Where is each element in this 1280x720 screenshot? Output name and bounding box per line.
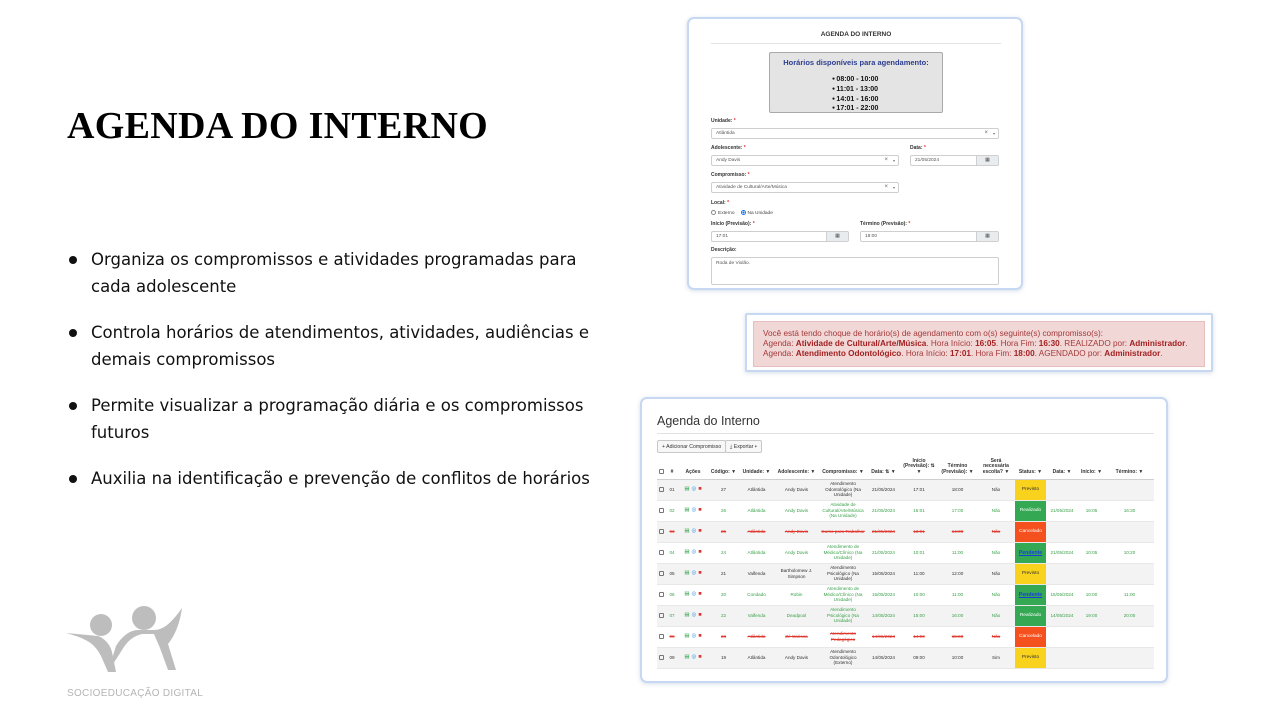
- cell-codigo: 27: [708, 479, 739, 500]
- cell-n: 08: [666, 626, 678, 647]
- adolescente-label: Adolescente: *: [711, 145, 746, 151]
- descricao-textarea[interactable]: Roda de Violão.: [711, 257, 999, 285]
- termino-input[interactable]: 18:00 ▦: [860, 231, 999, 242]
- document-icon[interactable]: ▤: [684, 654, 690, 661]
- row-actions: [678, 542, 708, 563]
- cell-escolta: Não: [977, 584, 1015, 605]
- calendar-icon[interactable]: ▦: [976, 156, 998, 165]
- column-header[interactable]: Compromisso: ▼: [819, 457, 867, 479]
- cell-compromisso: Atendimento de Médico/Clínico (Na Unidade): [819, 542, 867, 563]
- cell-adolescente: Andy Davis: [774, 521, 819, 542]
- cell-codigo: 26: [708, 500, 739, 521]
- column-header[interactable]: Status: ▼: [1015, 457, 1046, 479]
- cell-unidade: Atlântida: [739, 500, 774, 521]
- document-icon[interactable]: ▤: [684, 633, 690, 640]
- status-badge: Previsto: [1015, 564, 1046, 584]
- cell-termino: 18:00: [938, 479, 977, 500]
- cell-data: 15/05/2024: [867, 584, 900, 605]
- trash-icon[interactable]: ■: [698, 486, 702, 493]
- cell-termino: 12:00: [938, 563, 977, 584]
- row-actions: [678, 584, 708, 605]
- cell-real-inicio: 10:00: [1078, 584, 1105, 605]
- cell-codigo: 21: [708, 563, 739, 584]
- local-radio-group: [711, 210, 773, 216]
- add-compromisso-button[interactable]: + Adicionar Compromisso: [657, 440, 726, 453]
- check-circle-icon[interactable]: ◎: [691, 528, 697, 535]
- cell-real-termino: [1105, 479, 1154, 500]
- check-circle-icon[interactable]: ◎: [691, 612, 697, 619]
- check-circle-icon[interactable]: ◎: [691, 633, 697, 640]
- trash-icon[interactable]: ■: [698, 507, 702, 514]
- trash-icon[interactable]: ■: [698, 570, 702, 577]
- termino-label: Término (Previsão): *: [860, 221, 911, 227]
- data-input[interactable]: 21/05/2024 ▦: [910, 155, 999, 166]
- cell-data: 21/05/2024: [867, 521, 900, 542]
- status-cell: [1015, 500, 1046, 521]
- row-actions: [678, 521, 708, 542]
- status-badge[interactable]: Pendente: [1015, 585, 1046, 605]
- cell-unidade: Valfenda: [739, 605, 774, 626]
- column-header[interactable]: Ações: [678, 457, 708, 479]
- cell-compromisso: Atendimento Psicológico (Na Unidade): [819, 563, 867, 584]
- cell-adolescente: Deadpool: [774, 605, 819, 626]
- cell-inicio: 17:01: [900, 479, 938, 500]
- feature-item: Auxilia na identificação e prevenção de conflitos de horários: [67, 465, 597, 492]
- cell-real-inicio: [1078, 521, 1105, 542]
- cell-real-termino: [1105, 647, 1154, 668]
- cell-escolta: Não: [977, 605, 1015, 626]
- cell-real-inicio: 19:00: [1078, 605, 1105, 626]
- cell-compromisso: Atendimento de Médico/Clínico (Na Unidade): [819, 584, 867, 605]
- agenda-table: [657, 457, 1154, 669]
- check-circle-icon[interactable]: ◎: [691, 570, 697, 577]
- row-checkbox[interactable]: [657, 521, 666, 542]
- check-circle-icon[interactable]: ◎: [691, 591, 697, 598]
- descricao-label: Descrição:: [711, 247, 737, 253]
- document-icon[interactable]: ▤: [684, 612, 690, 619]
- slot-item: ● 08:00 - 10:00: [832, 75, 942, 85]
- status-cell: [1015, 563, 1046, 584]
- column-header[interactable]: Será necessária escolta? ▼: [977, 457, 1015, 479]
- cell-data: 14/05/2024: [867, 647, 900, 668]
- cell-termino: 17:00: [938, 500, 977, 521]
- cell-termino: 16:00: [938, 605, 977, 626]
- status-badge[interactable]: Pendente: [1015, 543, 1046, 563]
- document-icon[interactable]: ▤: [684, 528, 690, 535]
- chevron-down-icon: ▾: [992, 131, 995, 136]
- feature-list: [67, 246, 597, 511]
- cell-escolta: Não: [977, 479, 1015, 500]
- cell-real-data: [1046, 647, 1078, 668]
- slide-title: AGENDA DO INTERNO: [67, 105, 489, 147]
- slot-list: [832, 75, 942, 114]
- row-actions: [678, 479, 708, 500]
- cell-compromisso: Atendimento Odontológico (Na Unidade): [819, 479, 867, 500]
- status-badge: Previsto: [1015, 648, 1046, 668]
- slot-item: ● 17:01 - 22:00: [832, 104, 942, 114]
- column-header[interactable]: Unidade: ▼: [739, 457, 774, 479]
- cell-inicio: 11:00: [900, 563, 938, 584]
- table-title: Agenda do Interno: [657, 414, 760, 428]
- cell-unidade: Atlântida: [739, 647, 774, 668]
- status-cell: [1015, 521, 1046, 542]
- cell-real-data: 14/05/2024: [1046, 605, 1078, 626]
- row-actions: [678, 647, 708, 668]
- cell-real-inicio: [1078, 647, 1105, 668]
- cell-inicio: 10:01: [900, 542, 938, 563]
- row-checkbox[interactable]: [657, 479, 666, 500]
- cell-n: 02: [666, 500, 678, 521]
- cell-termino: 10:00: [938, 647, 977, 668]
- clear-icon[interactable]: ×: [884, 184, 888, 190]
- cell-n: 03: [666, 521, 678, 542]
- table-row[interactable]: [657, 563, 1154, 584]
- cell-adolescente: Andy Davis: [774, 647, 819, 668]
- cell-n: 04: [666, 542, 678, 563]
- status-badge: Cancelado: [1015, 627, 1046, 647]
- alert-line-3: Agenda: Atendimento Odontológico. Hora Início: 17:01. Hora Fim: 18:00. AGENDADO por: Administrador.: [763, 349, 1163, 358]
- table-row[interactable]: [657, 500, 1154, 521]
- table-row[interactable]: [657, 542, 1154, 563]
- available-slots-box: [769, 52, 943, 113]
- cell-codigo: 19: [708, 647, 739, 668]
- table-row[interactable]: [657, 626, 1154, 647]
- status-badge: Cancelado: [1015, 522, 1046, 542]
- inicio-input[interactable]: 17:01 ▦: [711, 231, 849, 242]
- row-checkbox[interactable]: [657, 500, 666, 521]
- inicio-label: Início (Previsão): *: [711, 221, 755, 227]
- status-cell: [1015, 584, 1046, 605]
- cell-termino: 11:00: [938, 542, 977, 563]
- schedule-conflict-alert: [753, 321, 1205, 367]
- cell-compromisso: Curso para Trabalhar: [819, 521, 867, 542]
- socioeducacao-logo-icon: [64, 600, 186, 680]
- cell-escolta: Não: [977, 521, 1015, 542]
- form-header: AGENDA DO INTERNO: [711, 31, 1001, 44]
- document-icon[interactable]: ▤: [684, 507, 690, 514]
- cell-codigo: 25: [708, 521, 739, 542]
- adolescente-select[interactable]: Andy Davis × ▾: [711, 155, 899, 166]
- alert-line-2: Agenda: Atividade de Cultural/Arte/Música. Hora Início: 16:05. Hora Fim: 16:30. REALIZADO por: Administrador.: [763, 339, 1188, 348]
- cell-escolta: Não: [977, 563, 1015, 584]
- cell-termino: 15:00: [938, 626, 977, 647]
- trash-icon[interactable]: ■: [698, 528, 702, 535]
- cell-n: 01: [666, 479, 678, 500]
- document-icon[interactable]: ▤: [684, 486, 690, 493]
- status-cell: [1015, 626, 1046, 647]
- cell-data: 15/05/2024: [867, 563, 900, 584]
- clear-icon[interactable]: ×: [884, 157, 888, 163]
- status-cell: [1015, 605, 1046, 626]
- alert-line-1: Você está tendo choque de horário(s) de agendamento com o(s) seguinte(s) compromisso(s):: [763, 329, 1103, 338]
- clear-icon[interactable]: ×: [984, 130, 988, 136]
- cell-inicio: 09:00: [900, 647, 938, 668]
- document-icon[interactable]: ▤: [684, 570, 690, 577]
- slots-title: Horários disponíveis para agendamento:: [783, 58, 929, 67]
- cell-adolescente: Andy Davis: [774, 500, 819, 521]
- cell-real-termino: 20:00: [1105, 605, 1154, 626]
- cell-unidade: Atlântida: [739, 626, 774, 647]
- cell-inicio: 16:01: [900, 500, 938, 521]
- cell-adolescente: Andy Davis: [774, 542, 819, 563]
- cell-compromisso: Atendimento Pedagógico: [819, 626, 867, 647]
- column-header[interactable]: Início (Previsão): ⇅ ▼: [900, 457, 938, 479]
- cell-adolescente: Robin: [774, 584, 819, 605]
- row-actions: [678, 500, 708, 521]
- chevron-down-icon: ▾: [892, 185, 895, 190]
- cell-compromisso: Atendimento Odontológico (Externo): [819, 647, 867, 668]
- table-row[interactable]: [657, 584, 1154, 605]
- cell-inicio: 15:00: [900, 605, 938, 626]
- cell-data: 14/05/2024: [867, 626, 900, 647]
- form-screenshot: [687, 17, 1023, 290]
- cell-termino: 11:00: [938, 584, 977, 605]
- status-cell: [1015, 647, 1046, 668]
- slot-item: ● 11:01 - 13:00: [832, 85, 942, 95]
- table-row[interactable]: [657, 521, 1154, 542]
- cell-escolta: Não: [977, 500, 1015, 521]
- column-header[interactable]: Término: ▼: [1105, 457, 1154, 479]
- row-checkbox[interactable]: [657, 626, 666, 647]
- unidade-select[interactable]: Atlântida × ▾: [711, 128, 999, 139]
- cell-real-data: 15/05/2024: [1046, 584, 1078, 605]
- cell-real-data: [1046, 521, 1078, 542]
- cell-real-termino: 10:20: [1105, 542, 1154, 563]
- table-row[interactable]: [657, 605, 1154, 626]
- cell-escolta: Não: [977, 626, 1015, 647]
- table-row[interactable]: [657, 479, 1154, 500]
- cell-real-inicio: 10:05: [1078, 542, 1105, 563]
- unidade-label: Unidade: *: [711, 118, 736, 124]
- cell-real-termino: 16:30: [1105, 500, 1154, 521]
- local-label: Local: *: [711, 200, 730, 206]
- column-header[interactable]: Código: ▼: [708, 457, 739, 479]
- row-actions: [678, 563, 708, 584]
- cell-real-termino: [1105, 521, 1154, 542]
- table-header-row: [657, 457, 1154, 479]
- check-circle-icon[interactable]: ◎: [691, 507, 697, 514]
- cell-inicio: 13:01: [900, 521, 938, 542]
- cell-escolta: Não: [977, 542, 1015, 563]
- cell-codigo: 20: [708, 584, 739, 605]
- row-checkbox[interactable]: [657, 605, 666, 626]
- cell-real-data: [1046, 563, 1078, 584]
- compromisso-label: Compromisso: *: [711, 172, 750, 178]
- cell-inicio: 10:00: [900, 584, 938, 605]
- column-header[interactable]: Término (Previsão): ▼: [938, 457, 977, 479]
- logo-text: SOCIOEDUCAÇÃO DIGITAL: [67, 688, 204, 699]
- feature-item: Organiza os compromissos e atividades programadas para cada adolescente: [67, 246, 597, 300]
- cell-adolescente: Andy Davis: [774, 479, 819, 500]
- row-checkbox[interactable]: [657, 563, 666, 584]
- status-badge: Previsto: [1015, 480, 1046, 500]
- cell-real-data: [1046, 626, 1078, 647]
- check-circle-icon[interactable]: ◎: [691, 486, 697, 493]
- select-all-checkbox[interactable]: [657, 457, 666, 479]
- cell-real-termino: [1105, 563, 1154, 584]
- document-icon[interactable]: ▤: [684, 591, 690, 598]
- trash-icon[interactable]: ■: [698, 612, 702, 619]
- cell-real-termino: 11:00: [1105, 584, 1154, 605]
- cell-unidade: Atlântida: [739, 479, 774, 500]
- cell-inicio: 14:00: [900, 626, 938, 647]
- cell-real-data: 21/05/2024: [1046, 542, 1078, 563]
- status-cell: [1015, 479, 1046, 500]
- export-button[interactable]: ⤓ Exportar ▾: [725, 440, 762, 453]
- row-actions: [678, 626, 708, 647]
- local-option-externo[interactable]: Externo: [711, 210, 735, 216]
- column-header[interactable]: Data: ⇅ ▼: [867, 457, 900, 479]
- feature-item: Controla horários de atendimentos, atividades, audiências e demais compromissos: [67, 319, 597, 373]
- cell-n: 07: [666, 605, 678, 626]
- cell-real-inicio: [1078, 626, 1105, 647]
- column-header[interactable]: Adolescente: ▼: [774, 457, 819, 479]
- row-checkbox[interactable]: [657, 542, 666, 563]
- cell-n: 05: [666, 563, 678, 584]
- slot-item: ● 14:01 - 16:00: [832, 95, 942, 105]
- status-cell: [1015, 542, 1046, 563]
- cell-unidade: Atlântida: [739, 542, 774, 563]
- alert-screenshot: [745, 313, 1213, 372]
- cell-data: 21/05/2024: [867, 479, 900, 500]
- table-screenshot: [640, 397, 1168, 683]
- cell-codigo: 23: [708, 626, 739, 647]
- cell-escolta: Sim: [977, 647, 1015, 668]
- cell-codigo: 22: [708, 605, 739, 626]
- cell-real-termino: [1105, 626, 1154, 647]
- cell-unidade: Atlântida: [739, 521, 774, 542]
- cell-unidade: Valfenda: [739, 563, 774, 584]
- cell-real-data: 21/05/2024: [1046, 500, 1078, 521]
- trash-icon[interactable]: ■: [698, 654, 702, 661]
- cell-adolescente: Zé Carioca: [774, 626, 819, 647]
- row-actions: [678, 605, 708, 626]
- status-badge: Realizado: [1015, 606, 1046, 626]
- cell-compromisso: Atividade de Cultural/Arte/Música (Na Unidade): [819, 500, 867, 521]
- status-badge: Realizado: [1015, 501, 1046, 521]
- cell-unidade: Condado: [739, 584, 774, 605]
- chevron-down-icon: ▾: [892, 158, 895, 163]
- cell-adolescente: Bartholomew J. Simpson: [774, 563, 819, 584]
- divider: [657, 433, 1154, 434]
- table-row[interactable]: [657, 647, 1154, 668]
- calendar-icon[interactable]: ▦: [976, 232, 998, 241]
- cell-codigo: 24: [708, 542, 739, 563]
- column-header[interactable]: Início: ▼: [1078, 457, 1105, 479]
- calendar-icon[interactable]: ▦: [826, 232, 848, 241]
- cell-data: 21/05/2024: [867, 500, 900, 521]
- check-circle-icon[interactable]: ◎: [691, 654, 697, 661]
- cell-data: 14/05/2024: [867, 605, 900, 626]
- trash-icon[interactable]: ■: [698, 633, 702, 640]
- data-label: Data: *: [910, 145, 926, 151]
- document-icon[interactable]: ▤: [684, 549, 690, 556]
- cell-real-inicio: [1078, 479, 1105, 500]
- cell-real-inicio: 16:05: [1078, 500, 1105, 521]
- column-header[interactable]: #: [666, 457, 678, 479]
- compromisso-select[interactable]: Atividade de Cultural/Arte/Música × ▾: [711, 182, 899, 193]
- trash-icon[interactable]: ■: [698, 549, 702, 556]
- local-option-na-unidade[interactable]: Na Unidade: [741, 210, 773, 216]
- trash-icon[interactable]: ■: [698, 591, 702, 598]
- column-header[interactable]: Data: ▼: [1046, 457, 1078, 479]
- row-checkbox[interactable]: [657, 584, 666, 605]
- feature-item: Permite visualizar a programação diária e os compromissos futuros: [67, 392, 597, 446]
- cell-termino: 14:00: [938, 521, 977, 542]
- cell-real-inicio: [1078, 563, 1105, 584]
- check-circle-icon[interactable]: ◎: [691, 549, 697, 556]
- table-body: [657, 479, 1154, 668]
- cell-compromisso: Atendimento Psicológico (Na Unidade): [819, 605, 867, 626]
- cell-n: 09: [666, 647, 678, 668]
- cell-real-data: [1046, 479, 1078, 500]
- cell-data: 21/05/2024: [867, 542, 900, 563]
- row-checkbox[interactable]: [657, 647, 666, 668]
- cell-n: 06: [666, 584, 678, 605]
